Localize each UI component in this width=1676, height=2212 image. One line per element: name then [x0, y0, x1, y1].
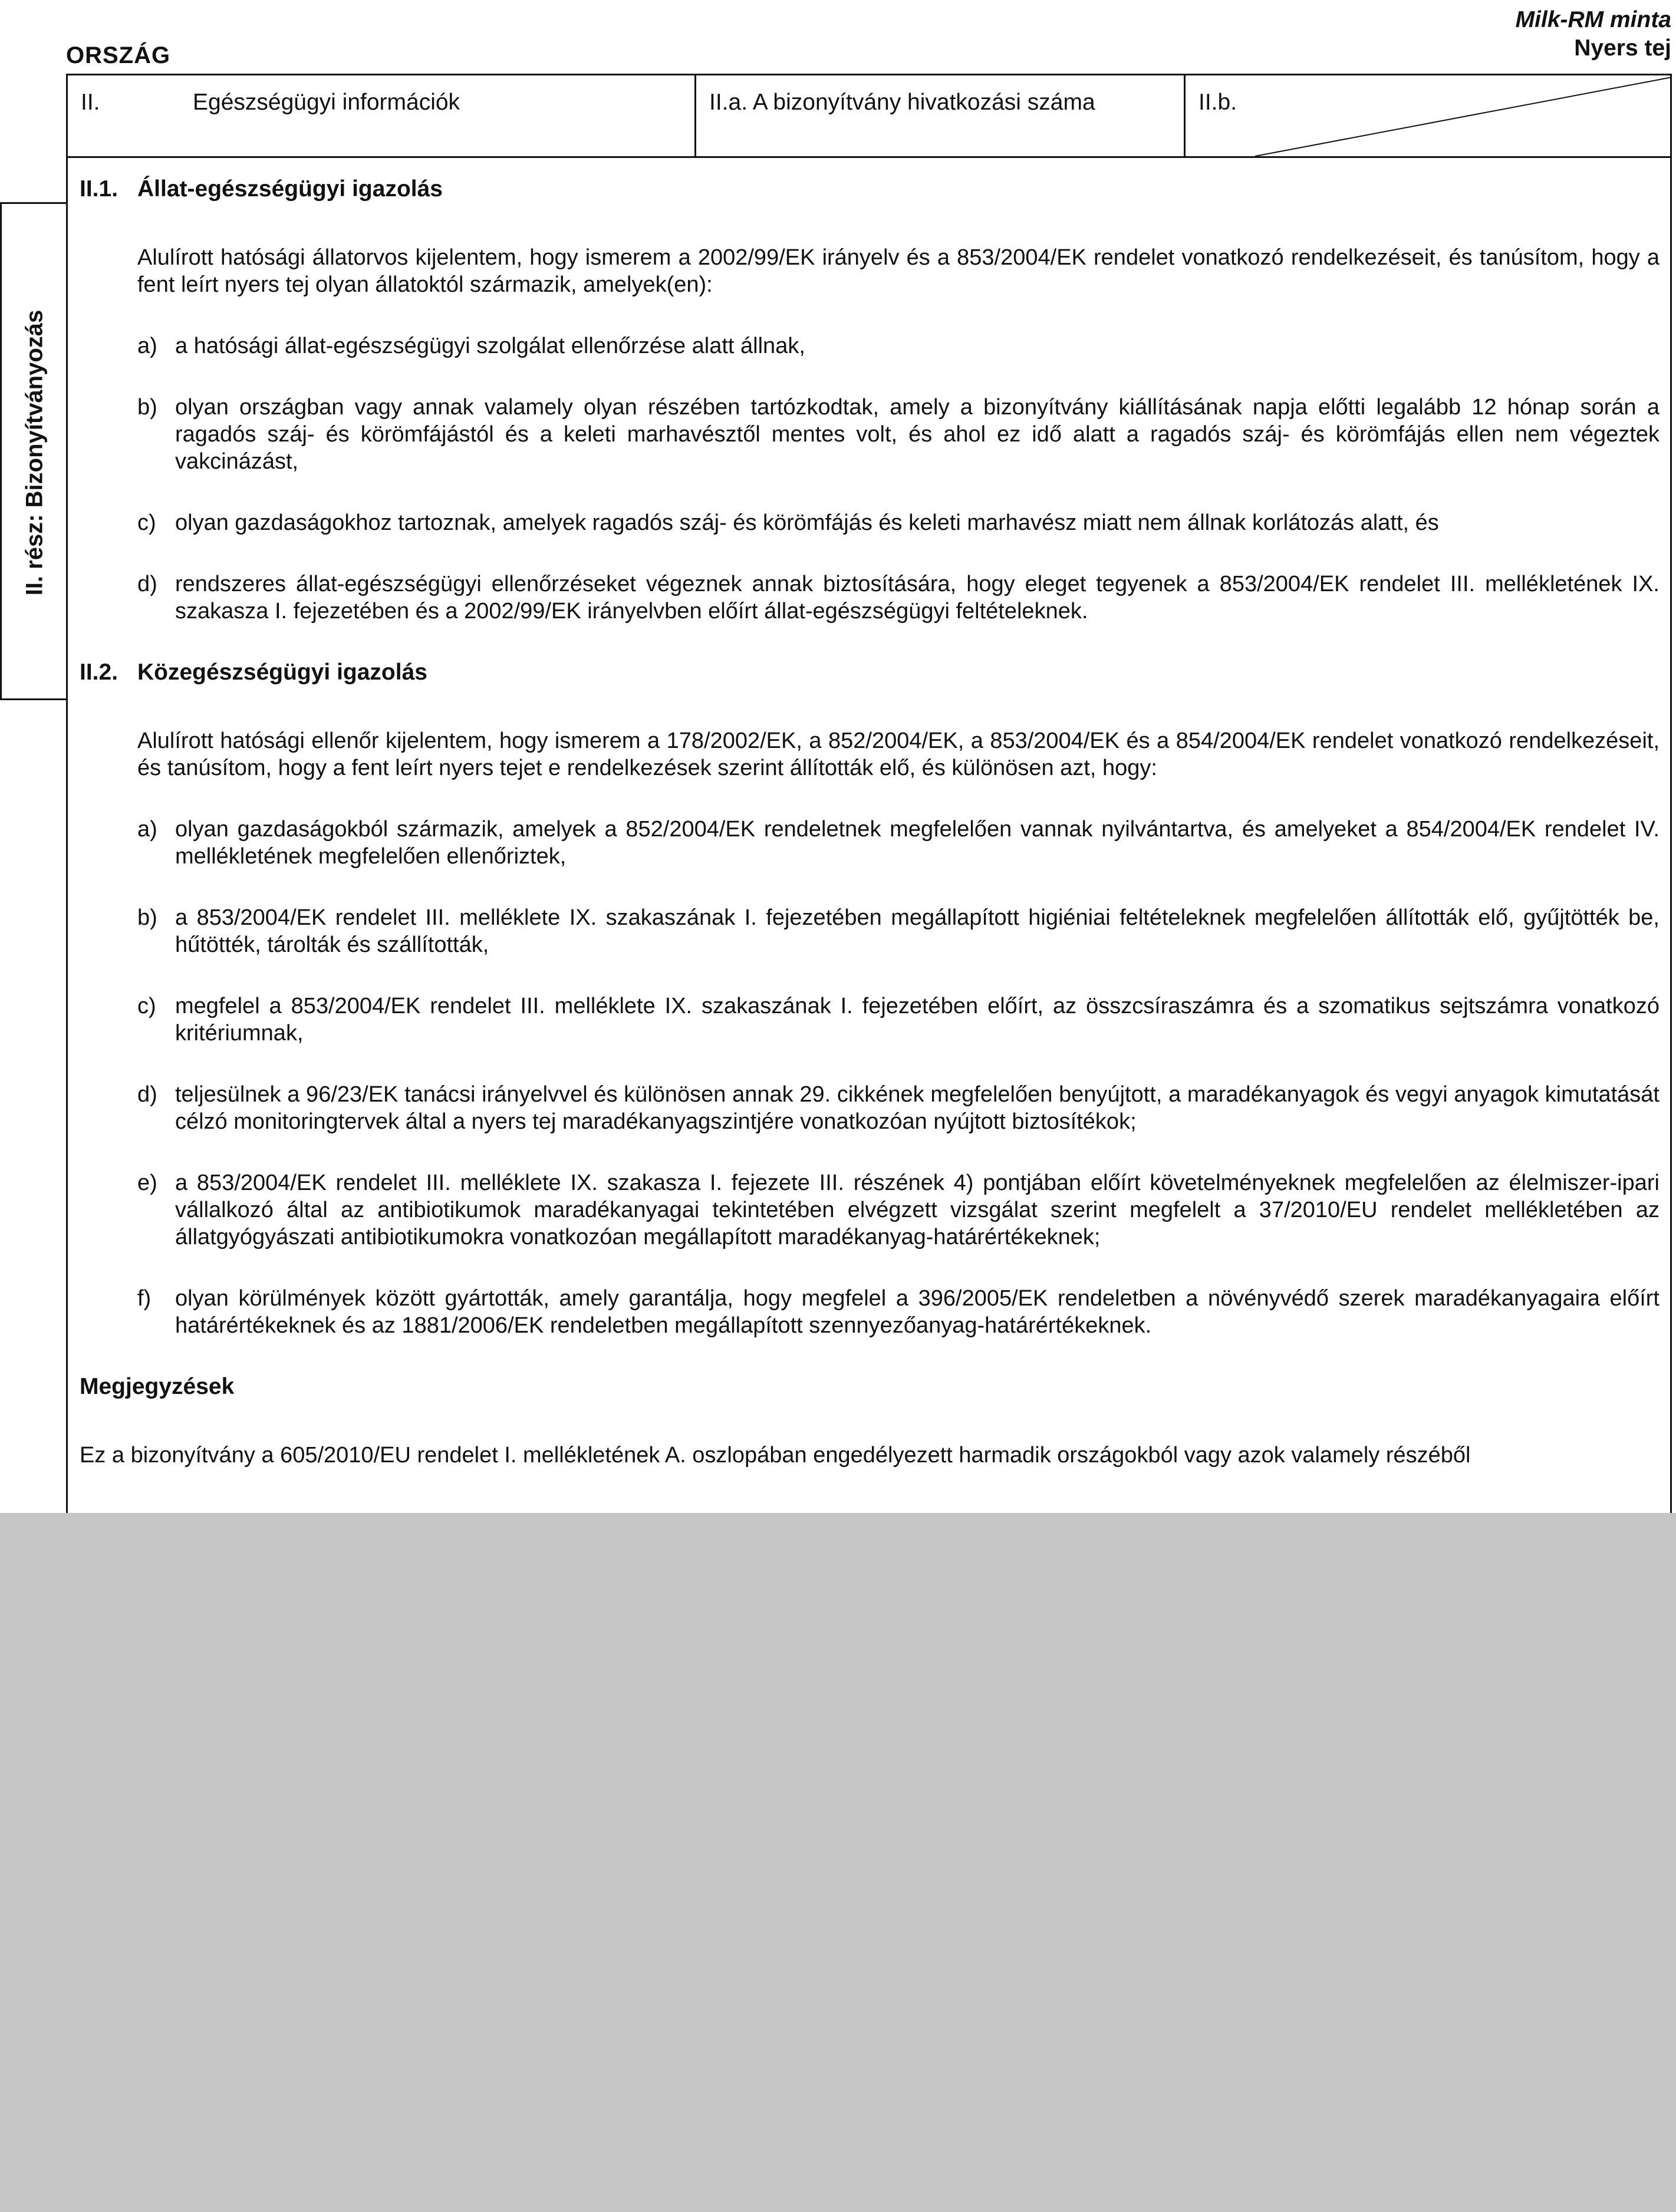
item-label: a) [137, 334, 157, 358]
item-text: olyan gazdaságokhoz tartoznak, amelyek ragadós száj- és körömfájás és keleti marhavész miatt nem állnak korlátozás alatt, és [175, 510, 1439, 535]
section-1-item [137, 571, 1659, 625]
section-1-item [137, 509, 1659, 536]
item-label: d) [137, 572, 157, 596]
section-2-item [137, 1285, 1659, 1339]
section-2-item [137, 1169, 1659, 1251]
cross-out-line [1186, 75, 1672, 156]
header-cell-reference[interactable] [696, 75, 1186, 156]
item-text: olyan gazdaságokból származik, amelyek a 852/2004/EK rendeletnek megfelelően vannak nyilvántartva, és amelyeket a 854/2004/EK rendelet IV. mellékletének megfelelően ellenőriztek, [175, 817, 1659, 869]
item-label: c) [137, 994, 156, 1018]
country-label: ORSZÁG [66, 42, 171, 68]
notes-text: Ez a bizonyítvány a 605/2010/EU rendelet I. mellékletének A. oszlopában engedélyezett harmadik országokból vagy azok valamely részéből [80, 1443, 1471, 1468]
section-2-item [137, 904, 1659, 958]
reference-number-label: II.a. A bizonyítvány hivatkozási száma [709, 90, 1095, 115]
section-1-item [137, 332, 1659, 360]
section-2-number: II.2. [80, 660, 118, 685]
form-subtitle: Nyers tej [1574, 35, 1671, 61]
item-label: d) [137, 1082, 157, 1107]
section-1-title: Állat-egészségügyi igazolás [137, 176, 443, 202]
item-text: megfelel a 853/2004/EK rendelet III. melléklete IX. szakaszának I. fejezetében előírt, az összcsíraszámra és a szomatikus sejtszámra vonatkozó kritériumnak, [175, 994, 1659, 1046]
item-label: f) [137, 1286, 152, 1311]
grey-overlay [0, 1513, 1676, 2212]
item-label: a) [137, 817, 157, 842]
section-1-heading [80, 176, 1659, 203]
item-label: b) [137, 905, 157, 930]
section-2-item [137, 993, 1659, 1047]
section-1-intro: Alulírott hatósági állatorvos kijelentem, hogy ismerem a 2002/99/EK irányelv és a 853/2004/EK rendelet vonatkozó rendelkezéseit, és tanúsítom, hogy a fent leírt nyers tej olyan állatoktól származik, amelyek(en): [137, 245, 1659, 297]
item-text: teljesülnek a 96/23/EK tanácsi irányelvvel és különösen annak 29. cikkének megfelelően benyújtott, a maradékanyagok és vegyi anyagok kimutatását célzó monitoringtervek által a nyers tej maradékanyagszintjére vonatkozóan nyújtott biztosítékok; [175, 1082, 1659, 1134]
item-text: a hatósági állat-egészségügyi szolgálat ellenőrzése alatt állnak, [175, 334, 805, 358]
item-label: b) [137, 395, 157, 420]
section-2-heading [80, 659, 1659, 686]
section-2-intro: Alulírott hatósági ellenőr kijelentem, hogy ismerem a 178/2002/EK, a 852/2004/EK, a 853/2004/EK és a 854/2004/EK rendelet vonatkozó rendelkezéseit, és tanúsítom, hogy a fent leírt nyers tejet e rendelkezések szerint állították elő, és különösen azt, hogy: [137, 728, 1659, 780]
item-text: a 853/2004/EK rendelet III. melléklete IX. szakasza I. fejezete III. részének 4) pontjában előírt követelményeknek megfelelően az élelmiszer-ipari vállalkozó által az antibiotikumok maradékanyagai tekintetében elvégzett vizsgálat szerint megfelelt a 37/2010/EU rendelet mellékletében az állatgyógyászati antibiotikumokra vonatkozóan megállapított maradékanyag-határértékeknek; [175, 1171, 1659, 1250]
item-text: a 853/2004/EK rendelet III. melléklete IX. szakaszának I. fejezetében megállapított higiéniai feltételeknek megfelelően állították elő, gyűjtötték be, hűtötték, tárolták és szállították, [175, 905, 1659, 957]
header-cell-section [68, 75, 696, 156]
item-text: rendszeres állat-egészségügyi ellenőrzéseket végeznek annak biztosítására, hogy eleget tegyenek a 853/2004/EK rendelet III. mellékletének IX. szakasza I. fejezetében és a 2002/99/EK irányelvben előírt állat-egészségügyi feltételeknek. [175, 572, 1659, 624]
iib-label: II.b. [1198, 90, 1237, 115]
certificate-content [80, 176, 1659, 1469]
item-label: c) [137, 510, 156, 535]
item-text: olyan országban vagy annak valamely olyan részében tartózkodtak, amely a bizonyítvány kiállításának napja előtti legalább 12 hónap során a ragadós száj- és körömfájástól és a keleti marhavésztől mentes volt, és ahol ez idő alatt a ragadós száj- és körömfájás ellen nem végeztek vakcinázást, [175, 395, 1659, 474]
side-tab [0, 202, 66, 700]
section-title: Egészségügyi információk [193, 90, 460, 115]
side-tab-label: II. rész: Bizonyítványozás [21, 309, 48, 596]
section-2-item [137, 1081, 1659, 1135]
header-table [66, 74, 1672, 158]
section-2-title: Közegészségügyi igazolás [137, 660, 427, 685]
item-text: olyan körülmények között gyártották, amely garantálja, hogy megfelel a 396/2005/EK rendeletben a növényvédő szerek maradékanyagaira előírt határértékeknek és az 1881/2006/EK rendeletben megállapított szennyezőanyag-határértékeknek. [175, 1286, 1659, 1338]
form-title-block [1516, 6, 1671, 62]
notes-heading: Megjegyzések [80, 1374, 235, 1399]
item-label: e) [137, 1171, 157, 1195]
form-title: Milk-RM minta [1515, 7, 1671, 32]
section-1-item [137, 394, 1659, 475]
section-number: II. [81, 90, 100, 115]
section-1-number: II.1. [80, 176, 118, 202]
section-2-item [137, 816, 1659, 870]
